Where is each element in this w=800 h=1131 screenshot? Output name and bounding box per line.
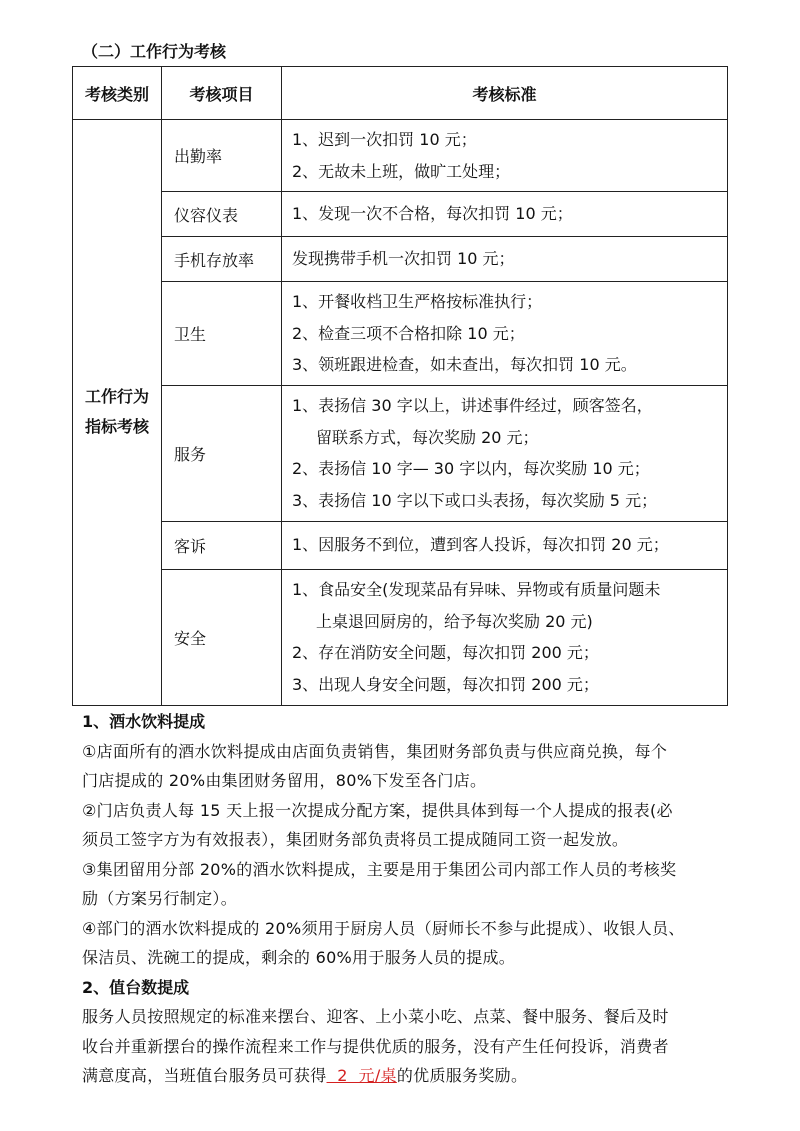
paragraph-line: 服务人员按照规定的标准来摆台、迎客、上小菜小吃、点菜、餐中服务、餐后及时 bbox=[82, 1007, 669, 1026]
standard-cell bbox=[282, 385, 728, 521]
paragraph-line: ①店面所有的酒水饮料提成由店面负责销售，集团财务部负责与供应商兑换，每个 bbox=[82, 741, 668, 761]
item-cell: 安全 bbox=[162, 569, 282, 705]
standard-cell bbox=[282, 521, 728, 569]
standard-line: 3、表扬信 10 字以下或口头表扬，每次奖励 5 元； bbox=[292, 490, 658, 510]
paragraph-text: 的优质服务奖励。 bbox=[396, 1066, 528, 1085]
category-line: 工作行为 bbox=[84, 387, 149, 407]
paragraph-line: 门店提成的 20%由集团财务留用，80%下发至各门店。 bbox=[82, 771, 487, 790]
paragraph-text: 满意度高，当班值台服务员可获得 bbox=[82, 1066, 327, 1085]
table-row bbox=[73, 192, 728, 237]
standard-line: 1、发现一次不合格，每次扣罚 10 元； bbox=[292, 204, 573, 224]
table-row bbox=[73, 385, 728, 521]
table-row bbox=[73, 120, 728, 192]
standard-line: 留联系方式，每次奖励 20 元； bbox=[316, 427, 539, 447]
standard-cell bbox=[282, 192, 728, 237]
paragraph-line: ③集团留用分部 20%的酒水饮料提成，主要是用于集团公司内部工作人员的考核奖 bbox=[82, 859, 677, 879]
standard-line: 1、迟到一次扣罚 10 元； bbox=[292, 130, 477, 149]
standard-cell bbox=[282, 120, 728, 192]
paragraph-line: 收台并重新摆台的操作流程来工作与提供优质的服务，没有产生任何投诉，消费者 bbox=[82, 1036, 669, 1056]
paragraph-line: 励（方案另行制定）。 bbox=[82, 889, 238, 908]
section-heading-table-service: 2、值台数提成 bbox=[82, 977, 190, 997]
reward-highlight: 2 元/桌 bbox=[326, 1066, 397, 1085]
standard-line: 1、表扬信 30 字以上，讲述事件经过，顾客签名， bbox=[292, 396, 653, 415]
standard-line: 1、开餐收档卫生严格按标准执行； bbox=[292, 292, 543, 311]
standard-line: 1、食品安全(发现菜品有异味、异物或有质量问题未 bbox=[292, 580, 661, 599]
header-item: 考核项目 bbox=[162, 67, 282, 120]
table-row bbox=[73, 282, 728, 386]
table-row bbox=[73, 569, 728, 705]
item-cell: 手机存放率 bbox=[162, 237, 282, 282]
header-standard: 考核标准 bbox=[282, 67, 728, 120]
standard-cell bbox=[282, 569, 728, 705]
table-row bbox=[73, 521, 728, 569]
standard-line: 2、检查三项不合格扣除 10 元； bbox=[292, 323, 525, 343]
paragraph-line: ②门店负责人每 15 天上报一次提成分配方案，提供具体到每一个人提成的报表(必 bbox=[82, 800, 673, 820]
standard-line: 2、无故未上班，做旷工处理； bbox=[292, 161, 511, 181]
standard-cell bbox=[282, 282, 728, 386]
section-heading-beverage: 1、酒水饮料提成 bbox=[82, 712, 206, 731]
standard-line: 1、因服务不到位，遭到客人投诉，每次扣罚 20 元； bbox=[292, 535, 669, 555]
standard-line: 2、表扬信 10 字— 30 字以内，每次奖励 10 元； bbox=[292, 459, 650, 478]
standard-cell bbox=[282, 237, 728, 282]
item-cell: 仪容仪表 bbox=[162, 192, 282, 237]
standard-line: 2、存在消防安全问题，每次扣罚 200 元； bbox=[292, 643, 599, 662]
paragraph-line: ④部门的酒水饮料提成的 20%须用于厨房人员（厨师长不参与此提成）、收银人员、 bbox=[82, 918, 685, 938]
item-cell: 客诉 bbox=[162, 521, 282, 569]
header-category: 考核类别 bbox=[73, 67, 162, 120]
table-header-row bbox=[73, 67, 728, 120]
paragraph-line: 保洁员、洗碗工的提成，剩余的 60%用于服务人员的提成。 bbox=[82, 948, 516, 967]
table-row bbox=[73, 237, 728, 282]
item-cell: 卫生 bbox=[162, 282, 282, 386]
category-line: 指标考核 bbox=[84, 417, 149, 437]
category-cell bbox=[73, 120, 162, 706]
standard-line: 3、领班跟进检查，如未查出，每次扣罚 10 元。 bbox=[292, 355, 637, 374]
item-cell: 服务 bbox=[162, 385, 282, 521]
item-cell: 出勤率 bbox=[162, 120, 282, 192]
standard-line: 3、出现人身安全问题，每次扣罚 200 元； bbox=[292, 674, 599, 694]
section-title: （二）工作行为考核 bbox=[82, 42, 227, 61]
criteria-table bbox=[72, 66, 728, 706]
body-text bbox=[82, 707, 732, 1091]
standard-line: 发现携带手机一次扣罚 10 元； bbox=[292, 249, 515, 269]
paragraph-line: 须员工签字方为有效报表），集团财务部负责将员工提成随同工资一起发放。 bbox=[82, 830, 629, 849]
standard-line: 上桌退回厨房的，给予每次奖励 20 元) bbox=[316, 611, 593, 631]
paragraph-line bbox=[82, 1061, 732, 1091]
